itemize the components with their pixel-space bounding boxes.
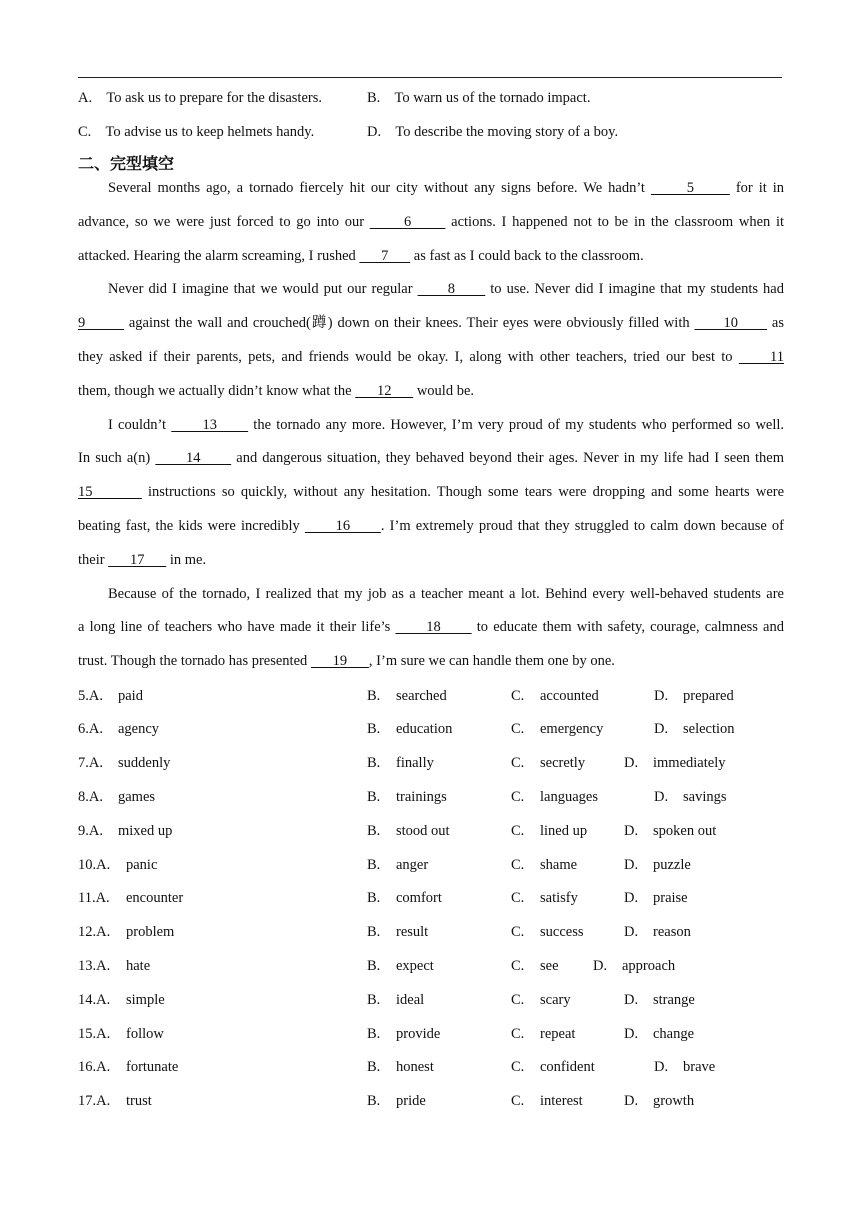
- option-c-text[interactable]: interest: [540, 1093, 583, 1110]
- option-b-letter: B.: [367, 1093, 381, 1110]
- option-c-letter: C.: [511, 856, 525, 873]
- section-title: 二、完型填空: [78, 154, 175, 173]
- option-d-text[interactable]: growth: [653, 1093, 695, 1110]
- blank-13[interactable]: 13: [171, 416, 249, 433]
- option-b-letter: B.: [367, 822, 381, 839]
- option-a-text[interactable]: encounter: [126, 890, 184, 907]
- option-d-letter: D.: [593, 957, 608, 974]
- option-d-letter: D.: [624, 755, 639, 772]
- option-a-text[interactable]: hate: [126, 957, 151, 974]
- question-row: [78, 1018, 784, 1052]
- option-d-text[interactable]: reason: [653, 924, 691, 941]
- option-d-text[interactable]: strange: [653, 991, 695, 1008]
- option-b-text[interactable]: result: [396, 924, 429, 941]
- question-row: [78, 882, 784, 916]
- option-a-text[interactable]: simple: [126, 991, 165, 1008]
- option-b-text[interactable]: trainings: [396, 788, 447, 805]
- passage-line: a long line of teachers who have made it their life’s 18 to educate them with safety, courage, calmness and: [78, 619, 784, 636]
- option-c-text[interactable]: secretly: [540, 755, 586, 772]
- option-c-letter: C.: [511, 924, 525, 941]
- option-d-letter: D.: [654, 687, 669, 704]
- option-c-text[interactable]: accounted: [540, 687, 599, 704]
- option-c-text[interactable]: confident: [540, 1059, 595, 1076]
- option-d-letter: D.: [624, 1093, 639, 1110]
- option-c-text[interactable]: emergency: [540, 721, 604, 738]
- option-a-text[interactable]: paid: [118, 687, 143, 704]
- option-b-text[interactable]: anger: [396, 856, 429, 873]
- question-number: 14.A.: [78, 991, 111, 1008]
- passage-line: attacked. Hearing the alarm screaming, I rushed 7 as fast as I could back to the classroom.: [78, 247, 644, 264]
- option-c-letter: C.: [511, 1093, 525, 1110]
- passage-line: their 17 in me.: [78, 551, 207, 568]
- option-a-text[interactable]: problem: [126, 924, 175, 941]
- option-c-letter: C.: [511, 1025, 525, 1042]
- question-row: [78, 713, 784, 747]
- option-letter: C.: [78, 124, 92, 140]
- question-number: 12.A.: [78, 924, 111, 941]
- option-c-letter: C.: [511, 822, 525, 839]
- option-a-text[interactable]: agency: [118, 721, 160, 738]
- blank-10[interactable]: 10: [694, 315, 768, 332]
- option-text: To warn us of the tornado impact.: [394, 90, 591, 106]
- passage-line: 9 against the wall and crouched(蹲) down on their knees. Their eyes were obviously filled with 10 as: [78, 315, 785, 332]
- option-b-letter: B.: [367, 991, 381, 1008]
- option-b-letter: B.: [367, 924, 381, 941]
- question-row: [78, 747, 784, 781]
- passage-line: In such a(n) 14 and dangerous situation, they behaved beyond their ages. Never in my life had I seen them: [78, 450, 784, 467]
- passage-line: advance, so we were just forced to go into our 6 actions. I happened not to be in the classroom when it: [78, 213, 785, 230]
- option-text: To describe the moving story of a boy.: [395, 124, 619, 140]
- question-number: 5.A.: [78, 687, 103, 704]
- option-b-text[interactable]: searched: [396, 687, 447, 704]
- option-a-text[interactable]: mixed up: [118, 822, 173, 839]
- passage-line: trust. Though the tornado has presented 19 , I’m sure we can handle them one by one.: [78, 653, 615, 670]
- option-a-text[interactable]: fortunate: [126, 1059, 179, 1076]
- option-d-letter: D.: [624, 856, 639, 873]
- prev-option-b[interactable]: [367, 90, 590, 107]
- question-number: 7.A.: [78, 755, 103, 772]
- option-b-letter: B.: [367, 856, 381, 873]
- option-b-text[interactable]: stood out: [396, 822, 450, 839]
- option-a-text[interactable]: games: [118, 788, 156, 805]
- blank-7[interactable]: 7: [359, 247, 411, 264]
- option-b-text[interactable]: ideal: [396, 991, 425, 1008]
- option-d-text[interactable]: immediately: [653, 755, 726, 772]
- option-b-text[interactable]: pride: [396, 1093, 426, 1110]
- blank-11[interactable]: 11: [738, 348, 784, 365]
- option-letter: D.: [367, 124, 382, 140]
- question-number: 15.A.: [78, 1025, 111, 1042]
- blank-9[interactable]: 9: [78, 315, 124, 332]
- option-c-text[interactable]: satisfy: [540, 890, 578, 907]
- passage-line: Several months ago, a tornado fiercely hit our city without any signs before. We hadn’t 5 for it in: [108, 180, 785, 196]
- option-c-text[interactable]: lined up: [540, 822, 588, 839]
- passage-line: Because of the tornado, I realized that my job as a teacher meant a lot. Behind every well-behaved students are: [108, 585, 784, 602]
- question-number: 10.A.: [78, 856, 111, 873]
- option-c-letter: C.: [511, 957, 525, 974]
- option-c-text[interactable]: see: [540, 957, 559, 974]
- blank-6[interactable]: 6: [369, 213, 446, 230]
- option-c-text[interactable]: scary: [540, 991, 571, 1008]
- option-d-letter: D.: [624, 924, 639, 941]
- question-row: [78, 984, 784, 1018]
- question-number: 16.A.: [78, 1059, 111, 1076]
- option-d-letter: D.: [624, 890, 639, 907]
- passage: [78, 172, 784, 679]
- top-divider: [78, 77, 782, 78]
- passage-line: them, though we actually didn’t know what the 12 would be.: [78, 382, 475, 399]
- option-b-text[interactable]: comfort: [396, 890, 442, 907]
- option-d-text[interactable]: selection: [683, 721, 735, 738]
- prev-option-d[interactable]: [367, 124, 618, 141]
- option-a-text[interactable]: panic: [126, 856, 158, 873]
- option-d-text[interactable]: praise: [653, 890, 688, 907]
- option-d-text[interactable]: brave: [683, 1059, 716, 1076]
- option-d-letter: D.: [624, 1025, 639, 1042]
- option-a-text[interactable]: suddenly: [118, 755, 171, 772]
- option-a-text[interactable]: follow: [126, 1025, 164, 1042]
- option-b-text[interactable]: honest: [396, 1059, 434, 1076]
- blank-16[interactable]: 16: [304, 517, 381, 534]
- question-row: [78, 849, 784, 883]
- blank-18[interactable]: 18: [395, 619, 472, 636]
- option-d-letter: D.: [654, 721, 669, 738]
- question-row: [78, 950, 784, 984]
- passage-line: they asked if their parents, pets, and friends would be okay. I, along with other teachers, tried our best to 11: [78, 348, 784, 365]
- option-c-text[interactable]: languages: [540, 788, 598, 805]
- option-d-letter: D.: [624, 991, 639, 1008]
- option-b-letter: B.: [367, 890, 381, 907]
- prev-option-a[interactable]: [78, 90, 322, 107]
- option-letter: B.: [367, 90, 381, 106]
- option-b-letter: B.: [367, 1059, 381, 1076]
- option-b-letter: B.: [367, 957, 381, 974]
- option-b-letter: B.: [367, 755, 381, 772]
- option-d-text[interactable]: spoken out: [653, 822, 717, 839]
- option-text: To advise us to keep helmets handy.: [105, 124, 315, 140]
- blank-5[interactable]: 5: [650, 180, 730, 196]
- option-c-letter: C.: [511, 687, 525, 704]
- option-c-letter: C.: [511, 991, 525, 1008]
- question-number: 6.A.: [78, 721, 103, 738]
- blank-12[interactable]: 12: [355, 382, 414, 399]
- question-row: [78, 680, 784, 714]
- question-row: [78, 781, 784, 815]
- question-number: 8.A.: [78, 788, 103, 805]
- option-d-letter: D.: [624, 822, 639, 839]
- option-b-letter: B.: [367, 788, 381, 805]
- blank-15[interactable]: 15: [78, 484, 142, 501]
- option-d-text[interactable]: change: [653, 1025, 695, 1042]
- option-b-letter: B.: [367, 721, 381, 738]
- option-d-text[interactable]: approach: [622, 957, 676, 974]
- passage-line: I couldn’t 13 the tornado any more. However, I’m very proud of my students who performed so well.: [108, 416, 785, 433]
- option-c-text[interactable]: repeat: [540, 1025, 576, 1042]
- option-d-letter: D.: [654, 1059, 669, 1076]
- option-d-letter: D.: [654, 788, 669, 805]
- option-b-text[interactable]: finally: [396, 755, 434, 772]
- option-b-letter: B.: [367, 687, 381, 704]
- question-row: [78, 1085, 784, 1119]
- option-c-text[interactable]: success: [540, 924, 584, 941]
- option-b-text[interactable]: provide: [396, 1025, 441, 1042]
- option-b-letter: B.: [367, 1025, 381, 1042]
- blank-17[interactable]: 17: [108, 551, 167, 568]
- option-d-text[interactable]: prepared: [683, 687, 734, 704]
- question-number: 17.A.: [78, 1093, 111, 1110]
- option-c-letter: C.: [511, 755, 525, 772]
- option-d-text[interactable]: savings: [683, 788, 727, 805]
- option-a-text[interactable]: trust: [126, 1093, 152, 1110]
- question-number: 13.A.: [78, 957, 111, 974]
- blank-19[interactable]: 19: [310, 653, 369, 670]
- question-row: [78, 815, 784, 849]
- passage-line: 15 instructions so quickly, without any hesitation. Though some tears were dropping and some hearts were: [78, 484, 785, 501]
- prev-option-c[interactable]: [78, 124, 314, 141]
- option-b-text[interactable]: expect: [396, 957, 434, 974]
- option-letter: A.: [78, 90, 93, 106]
- option-c-text[interactable]: shame: [540, 856, 578, 873]
- option-d-text[interactable]: puzzle: [653, 856, 691, 873]
- question-number: 9.A.: [78, 822, 103, 839]
- option-b-text[interactable]: education: [396, 721, 453, 738]
- passage-line: Never did I imagine that we would put our regular 8 to use. Never did I imagine that my students had: [108, 281, 784, 298]
- question-row: [78, 916, 784, 950]
- blank-8[interactable]: 8: [417, 281, 486, 298]
- option-c-letter: C.: [511, 1059, 525, 1076]
- question-number: 11.A.: [78, 890, 110, 907]
- blank-14[interactable]: 14: [155, 450, 232, 467]
- question-row: [78, 1051, 784, 1085]
- passage-line: beating fast, the kids were incredibly 16 . I’m extremely proud that they struggled to calm down because of: [78, 517, 785, 534]
- option-c-letter: C.: [511, 721, 525, 738]
- option-c-letter: C.: [511, 890, 525, 907]
- option-text: To ask us to prepare for the disasters.: [106, 90, 322, 106]
- option-c-letter: C.: [511, 788, 525, 805]
